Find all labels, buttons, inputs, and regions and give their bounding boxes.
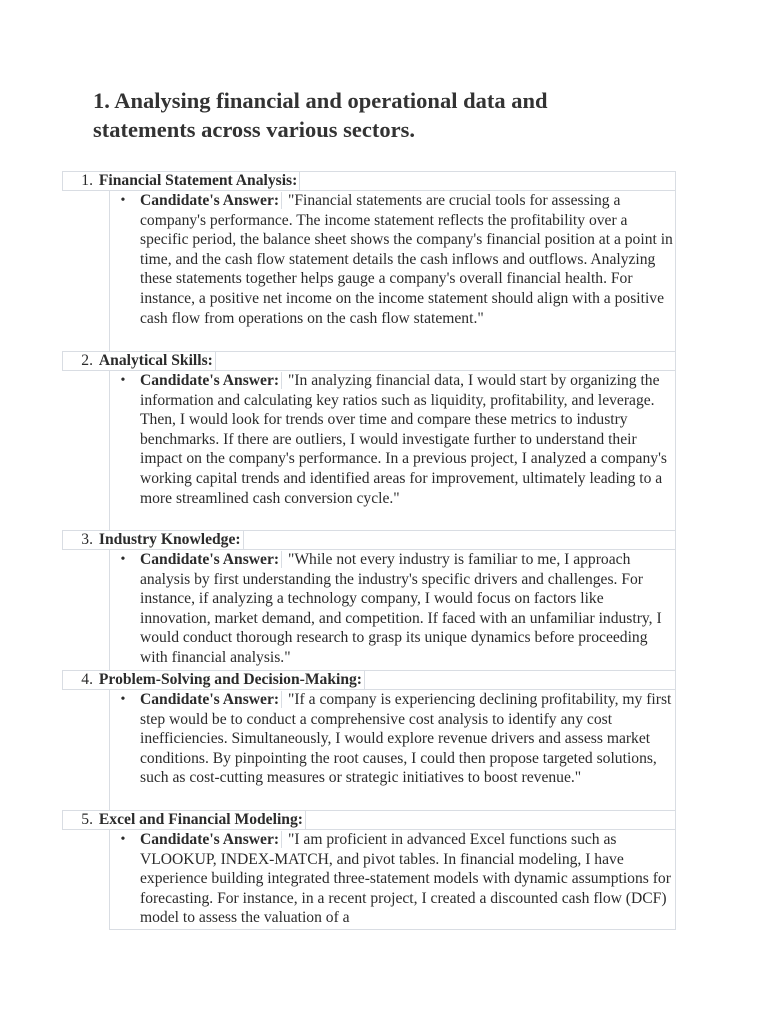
- question-header: [62, 530, 676, 550]
- question-header: [62, 810, 676, 830]
- bullet-icon: •: [120, 832, 126, 847]
- answer-text: "While not every industry is familiar to me, I approach analysis by first understanding the industry's specific drivers and challenges. For instance, if analyzing a technology company, I would focus on factors like innovation, market demand, and competition. If faced with an unfamiliar industry, I would conduct thorough research to grasp its unique dynamics before proceeding with financial analysis.": [140, 551, 662, 666]
- question-item: [62, 530, 676, 670]
- question-item: [62, 171, 676, 351]
- answer-block: [109, 550, 676, 670]
- bullet-icon: •: [120, 373, 126, 388]
- question-number: 2.: [81, 352, 93, 369]
- answer-block: [109, 371, 676, 530]
- question-title: Excel and Financial Modeling:: [98, 811, 303, 828]
- question-header: [62, 351, 676, 371]
- answer-label: Candidate's Answer:: [140, 192, 282, 209]
- answer-label: Candidate's Answer:: [140, 831, 282, 848]
- question-item: [62, 351, 676, 530]
- question-title: Analytical Skills:: [98, 352, 213, 369]
- answer-text: "In analyzing financial data, I would start by organizing the information and calculating key ratios such as liquidity, profitability, and leverage. Then, I would look for trends over time and compare these metrics to industry benchmarks. If there are outliers, I would investigate further to understand their impact on the company's performance. In a previous project, I analyzed a company's working capital trends and identified areas for improvement, ultimately leading to a more streamlined cash conversion cycle.": [140, 372, 667, 507]
- answer-block: [109, 830, 676, 930]
- question-header: [62, 670, 676, 690]
- question-item: [62, 810, 676, 930]
- question-item: [62, 670, 676, 810]
- answer-label: Candidate's Answer:: [140, 691, 282, 708]
- question-number: 4.: [81, 671, 93, 688]
- question-header: [62, 171, 676, 191]
- page-title: 1. Analysing financial and operational data and statements across various sectors.: [93, 88, 548, 142]
- bullet-icon: •: [120, 552, 126, 567]
- answer-label: Candidate's Answer:: [140, 372, 282, 389]
- question-list: [62, 171, 676, 930]
- question-number: 1.: [81, 172, 93, 189]
- question-title: Problem-Solving and Decision-Making:: [98, 671, 362, 688]
- answer-block: [109, 690, 676, 810]
- bullet-icon: •: [120, 193, 126, 208]
- answer-text: "I am proficient in advanced Excel functions such as VLOOKUP, INDEX-MATCH, and pivot tables. In financial modeling, I have experience building integrated three-statement models with dynamic assumptions for forecasting. For instance, in a recent project, I created a discounted cash flow (DCF) model to assess the valuation of a: [140, 831, 671, 927]
- question-number: 5.: [81, 811, 93, 828]
- question-title: Industry Knowledge:: [98, 531, 241, 548]
- answer-text: "If a company is experiencing declining profitability, my first step would be to conduct a comprehensive cost analysis to identify any cost inefficiencies. Simultaneously, I would explore revenue drivers and assess market conditions. By pinpointing the root causes, I could then propose targeted solutions, such as cost-cutting measures or strategic initiatives to boost revenue.": [140, 691, 672, 787]
- question-number: 3.: [81, 531, 93, 548]
- bullet-icon: •: [120, 692, 126, 707]
- answer-text: "Financial statements are crucial tools for assessing a company's performance. The income statement reflects the profitability over a specific period, the balance sheet shows the company's financial position at a point in time, and the cash flow statement details the cash inflows and outflows. Analyzing these statements together helps gauge a company's overall financial health. For instance, a positive net income on the income statement should align with a positive cash flow from operations on the cash flow statement.": [140, 192, 673, 327]
- question-title: Financial Statement Analysis:: [98, 172, 298, 189]
- answer-label: Candidate's Answer:: [140, 551, 282, 568]
- answer-block: [109, 191, 676, 351]
